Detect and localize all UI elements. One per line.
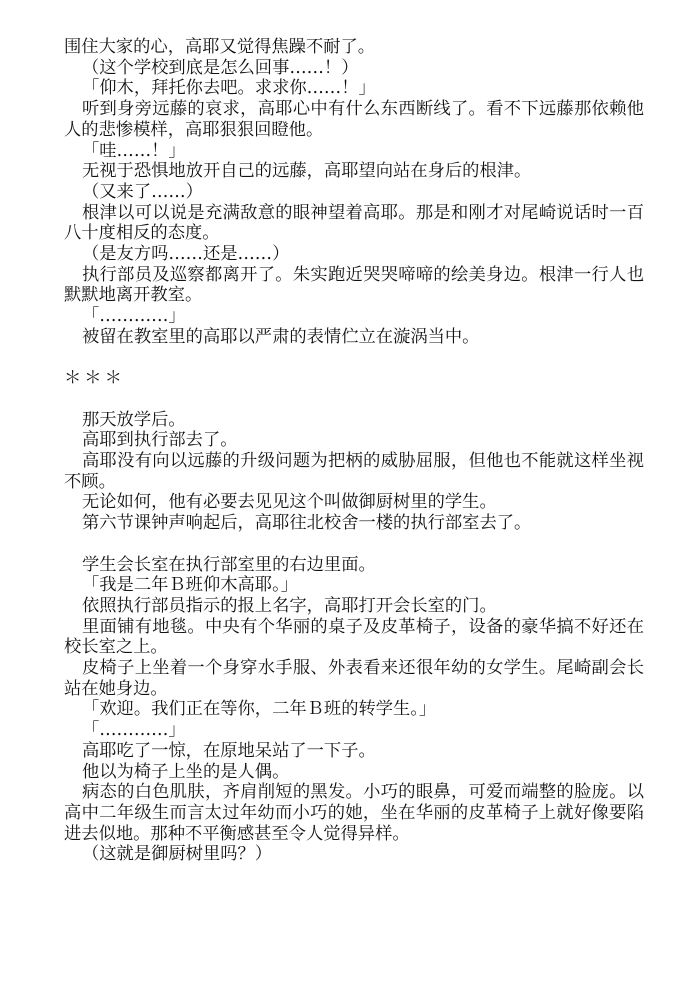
paragraph: 被留在教室里的高耶以严肃的表情伫立在漩涡当中。 — [81, 326, 480, 347]
paragraph: 学生会长室在执行部室里的右边里面。 — [81, 554, 376, 575]
paragraph: 「我是二年Ｂ班仰木高耶。」 — [81, 575, 298, 596]
document-page — [64, 37, 644, 865]
paragraph: 无视于恐惧地放开自己的远藤，高耶望向站在身后的根津。 — [81, 161, 532, 182]
paragraph: 「仰木，拜托你去吧。求求你……！」 — [81, 78, 376, 99]
paragraph: 依照执行部员指示的报上名字，高耶打开会长室的门。 — [81, 595, 497, 616]
paragraph: 根津以可以说是充满敌意的眼神望着高耶。那是和刚才对尾崎说话时一百八十度相反的态度。 — [64, 202, 644, 244]
text-block-3 — [64, 555, 644, 866]
text-block-1 — [64, 37, 644, 348]
paragraph: 里面铺有地毯。中央有个华丽的桌子及皮革椅子，设备的豪华搞不好还在校长室之上。 — [64, 616, 644, 658]
paragraph: 「…………」 — [81, 720, 186, 741]
paragraph: 执行部员及巡察都离开了。朱实跑近哭哭啼啼的绘美身边。根津一行人也默默地离开教室。 — [64, 264, 644, 306]
paragraph: 「欢迎。我们正在等你，二年Ｂ班的转学生。」 — [81, 699, 437, 720]
paragraph: 高耶没有向以远藤的升级问题为把柄的威胁屈服，但他也不能就这样坐视不顾。 — [64, 451, 644, 492]
paragraph: 第六节课钟声响起后，高耶往北校舍一楼的执行部室去了。 — [81, 513, 532, 534]
section-separator: ＊＊＊ — [64, 368, 125, 389]
paragraph: 皮椅子上坐着一个身穿水手服、外表看来还很年幼的女学生。尾崎副会长站在她身边。 — [64, 658, 644, 699]
blank-line — [64, 534, 644, 555]
paragraph: 高耶吃了一惊，在原地呆站了一下子。 — [81, 740, 376, 761]
paragraph: （是友方吗……还是……） — [81, 244, 290, 265]
paragraph: 围住大家的心，高耶又觉得焦躁不耐了。 — [64, 37, 376, 57]
paragraph: （又来了……） — [81, 181, 203, 202]
text-block-2 — [64, 410, 644, 534]
paragraph: 病态的白色肌肤，齐肩削短的黑发。小巧的眼鼻，可爱而端整的脸庞。以高中二年级生而言太过年幼而小巧的她，坐在华丽的皮革椅子上就好像要陷进去似地。那种不平衡感甚至令人觉得异样。 — [64, 782, 644, 844]
paragraph: （这个学校到底是怎么回事……！） — [81, 57, 359, 78]
paragraph: 「…………」 — [81, 306, 186, 327]
paragraph: 听到身旁远藤的哀求，高耶心中有什么东西断线了。看不下远藤那依赖他人的悲惨模样，高耶狠狠回瞪他。 — [64, 99, 644, 140]
paragraph: 「哇……！」 — [81, 140, 186, 161]
paragraph: 他以为椅子上坐的是人偶。 — [81, 761, 290, 782]
paragraph: 无论如何，他有必要去见见这个叫做御厨树里的学生。 — [81, 492, 497, 513]
paragraph: （这就是御厨树里吗？） — [81, 844, 273, 865]
paragraph: 高耶到执行部去了。 — [81, 430, 238, 451]
paragraph: 那天放学后。 — [81, 409, 186, 430]
blank-line — [64, 348, 644, 369]
blank-line — [64, 389, 644, 410]
